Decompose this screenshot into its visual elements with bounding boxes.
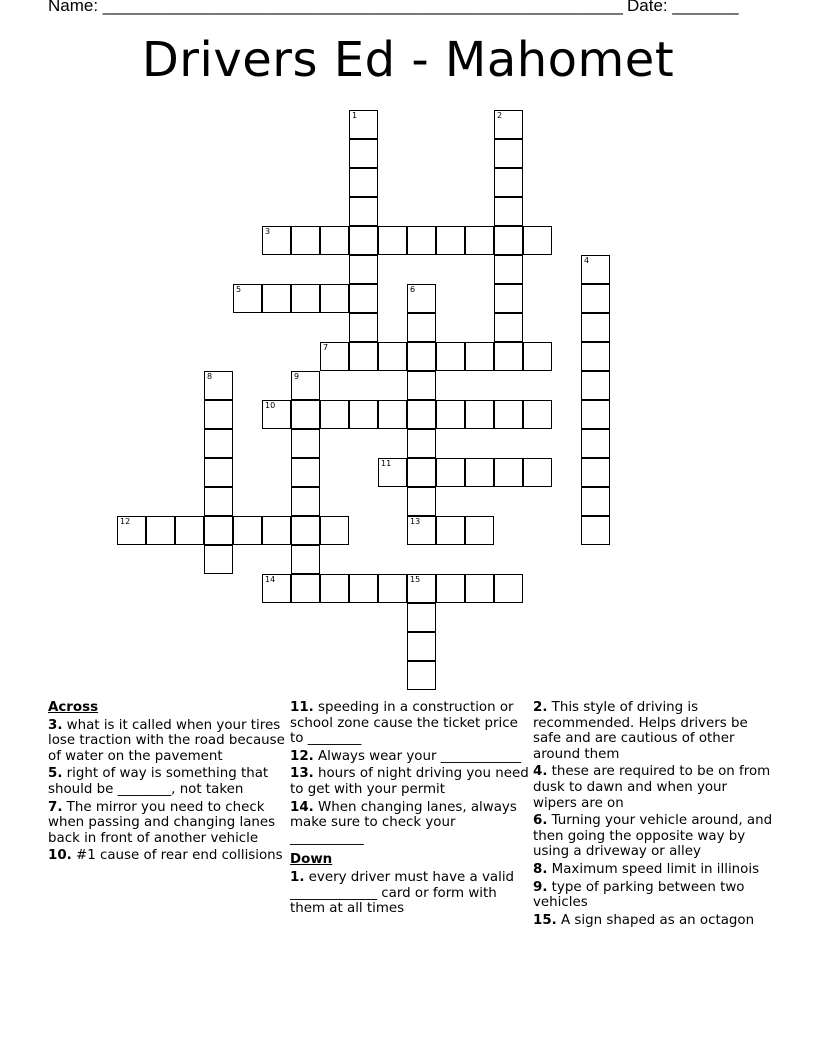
clue-down-8: 8. Maximum speed limit in illinois: [533, 861, 760, 877]
grid-cell[interactable]: [523, 400, 552, 429]
grid-cell[interactable]: [349, 139, 378, 168]
grid-cell[interactable]: [378, 226, 407, 255]
grid-cell[interactable]: [407, 226, 436, 255]
page-title: Drivers Ed - Mahomet: [141, 32, 675, 88]
clue-down-2: 2. This style of driving is recommended. Helps drivers be safe and are cautious of other around them: [533, 700, 748, 762]
clue-down-1: 1. every driver must have a valid _____________ card or form with them at all times: [290, 869, 515, 917]
grid-cell[interactable]: [320, 342, 349, 371]
grid-cell[interactable]: [320, 400, 349, 429]
grid-cell[interactable]: [291, 226, 320, 255]
grid-cell[interactable]: [465, 342, 494, 371]
grid-cell[interactable]: [378, 458, 407, 487]
grid-cell[interactable]: [291, 400, 320, 429]
grid-cell[interactable]: [407, 516, 436, 545]
clue-number: 10: [265, 401, 276, 410]
grid-cell[interactable]: [465, 400, 494, 429]
clue-across-13: 13. hours of night driving you need to get with your permit: [290, 766, 529, 797]
clues-column-3: [533, 700, 773, 930]
grid-cell[interactable]: [349, 284, 378, 313]
grid-cell[interactable]: [349, 226, 378, 255]
grid-cell[interactable]: [291, 574, 320, 603]
grid-cell[interactable]: [407, 313, 436, 342]
grid-cell[interactable]: [349, 342, 378, 371]
grid-cell[interactable]: [465, 458, 494, 487]
grid-cell[interactable]: [262, 516, 291, 545]
grid-cell[interactable]: [204, 371, 233, 400]
grid-cell[interactable]: [204, 545, 233, 574]
grid-cell[interactable]: [523, 342, 552, 371]
grid-cell[interactable]: [523, 226, 552, 255]
grid-cell[interactable]: [494, 313, 523, 342]
grid-cell[interactable]: [436, 574, 465, 603]
clue-number: 3: [265, 227, 271, 236]
grid-cell[interactable]: [262, 284, 291, 313]
grid-cell[interactable]: [291, 545, 320, 574]
clue-across-14: 14. When changing lanes, always make sure to check your ___________: [290, 799, 517, 846]
grid-cell[interactable]: [581, 458, 610, 487]
clue-down-9: 9. type of parking between two vehicles: [533, 879, 745, 911]
clue-across-5: 5. right of way is something that should be ________, not taken: [48, 766, 269, 797]
grid-cell[interactable]: [407, 371, 436, 400]
down-heading: Down: [290, 852, 333, 868]
grid-cell[interactable]: [407, 342, 436, 371]
clue-number: 5: [236, 285, 242, 294]
grid-cell[interactable]: [581, 313, 610, 342]
grid-cell[interactable]: [436, 458, 465, 487]
clue-down-4: 4. these are required to be on from dusk to dawn and when your wipers are on: [533, 764, 771, 811]
grid-cell[interactable]: [204, 400, 233, 429]
grid-cell[interactable]: [349, 313, 378, 342]
grid-cell[interactable]: [407, 661, 436, 690]
grid-cell[interactable]: [349, 110, 378, 139]
grid-cell[interactable]: [407, 603, 436, 632]
grid-cell[interactable]: [349, 197, 378, 226]
grid-cell[interactable]: [494, 197, 523, 226]
grid-cell[interactable]: [262, 574, 291, 603]
name-line[interactable]: Name: _______________________________________________________: [48, 0, 623, 15]
grid-cell[interactable]: [407, 487, 436, 516]
grid-cell[interactable]: [233, 516, 262, 545]
grid-cell[interactable]: [117, 516, 146, 545]
grid-cell[interactable]: [494, 284, 523, 313]
grid-cell[interactable]: [233, 284, 262, 313]
grid-cell[interactable]: [494, 574, 523, 603]
grid-cell[interactable]: [581, 487, 610, 516]
grid-cell[interactable]: [523, 458, 552, 487]
clue-across-11: 11. speeding in a construction or school zone cause the ticket price to ________: [290, 700, 518, 747]
grid-cell[interactable]: [320, 284, 349, 313]
grid-cell[interactable]: [175, 516, 204, 545]
grid-cell[interactable]: [436, 400, 465, 429]
grid-cell[interactable]: [407, 284, 436, 313]
clue-number: 11: [381, 459, 392, 468]
grid-cell[interactable]: [378, 574, 407, 603]
grid-cell[interactable]: [349, 255, 378, 284]
grid-cell[interactable]: [581, 429, 610, 458]
grid-cell[interactable]: [378, 400, 407, 429]
grid-cell[interactable]: [349, 168, 378, 197]
grid-cell[interactable]: [204, 487, 233, 516]
grid-cell[interactable]: [436, 516, 465, 545]
grid-cell[interactable]: [494, 139, 523, 168]
grid-cell[interactable]: [291, 429, 320, 458]
grid-cell[interactable]: [407, 458, 436, 487]
grid-cell[interactable]: [291, 284, 320, 313]
grid-cell[interactable]: [291, 458, 320, 487]
grid-cell[interactable]: [581, 516, 610, 545]
grid-cell[interactable]: [146, 516, 175, 545]
grid-cell[interactable]: [349, 574, 378, 603]
grid-cell[interactable]: [320, 574, 349, 603]
grid-cell[interactable]: [494, 458, 523, 487]
grid-cell[interactable]: [291, 371, 320, 400]
grid-cell[interactable]: [407, 400, 436, 429]
clue-across-10: 10. #1 cause of rear end collisions: [48, 848, 283, 864]
clue-number: 2: [497, 111, 503, 120]
grid-cell[interactable]: [204, 429, 233, 458]
grid-cell[interactable]: [407, 632, 436, 661]
grid-cell[interactable]: [494, 342, 523, 371]
clue-across-3: 3. what is it called when your tires lose traction with the road because of water on the pavement: [48, 717, 285, 764]
grid-cell[interactable]: [349, 400, 378, 429]
grid-cell[interactable]: [436, 342, 465, 371]
grid-cell[interactable]: [494, 226, 523, 255]
grid-cell[interactable]: [494, 400, 523, 429]
grid-cell[interactable]: [465, 574, 494, 603]
grid-cell[interactable]: [204, 516, 233, 545]
grid-cell[interactable]: [494, 110, 523, 139]
clue-down-6: 6. Turning your vehicle around, and then going the opposite way by using a driveway or alley: [533, 813, 773, 860]
grid-cell[interactable]: [581, 342, 610, 371]
date-line[interactable]: Date: _______: [627, 0, 739, 15]
grid-cell[interactable]: [465, 516, 494, 545]
clue-number: 4: [584, 256, 590, 265]
clue-number: 12: [120, 517, 131, 526]
clue-number: 9: [294, 372, 300, 381]
grid-cell[interactable]: [407, 574, 436, 603]
grid-cell[interactable]: [581, 284, 610, 313]
clue-number: 14: [265, 575, 276, 584]
grid-cell[interactable]: [494, 255, 523, 284]
grid-cell[interactable]: [581, 400, 610, 429]
grid-cell[interactable]: [581, 371, 610, 400]
grid-cell[interactable]: [262, 400, 291, 429]
grid-cell[interactable]: [494, 168, 523, 197]
grid-cell[interactable]: [436, 226, 465, 255]
grid-cell[interactable]: [378, 342, 407, 371]
clue-number: 15: [410, 575, 421, 584]
clue-number: 13: [410, 517, 421, 526]
grid-cell[interactable]: [465, 226, 494, 255]
clues-column-2: [290, 700, 530, 919]
clue-number: 7: [323, 343, 329, 352]
clues-column-1: [48, 700, 288, 866]
grid-cell[interactable]: [320, 516, 349, 545]
clue-across-12: 12. Always wear your ____________: [290, 748, 522, 764]
clue-number: 8: [207, 372, 213, 381]
grid-cell[interactable]: [320, 226, 349, 255]
grid-cell[interactable]: [204, 458, 233, 487]
grid-cell[interactable]: [262, 226, 291, 255]
clue-number: 6: [410, 285, 416, 294]
clue-down-15: 15. A sign shaped as an octagon: [533, 912, 755, 928]
clue-number: 1: [352, 111, 358, 120]
grid-cell[interactable]: [407, 429, 436, 458]
clue-across-7: 7. The mirror you need to check when passing and changing lanes back in front of another vehicle: [48, 799, 276, 846]
grid-cell[interactable]: [291, 487, 320, 516]
grid-cell[interactable]: [581, 255, 610, 284]
across-heading: Across: [48, 700, 99, 715]
grid-cell[interactable]: [291, 516, 320, 545]
